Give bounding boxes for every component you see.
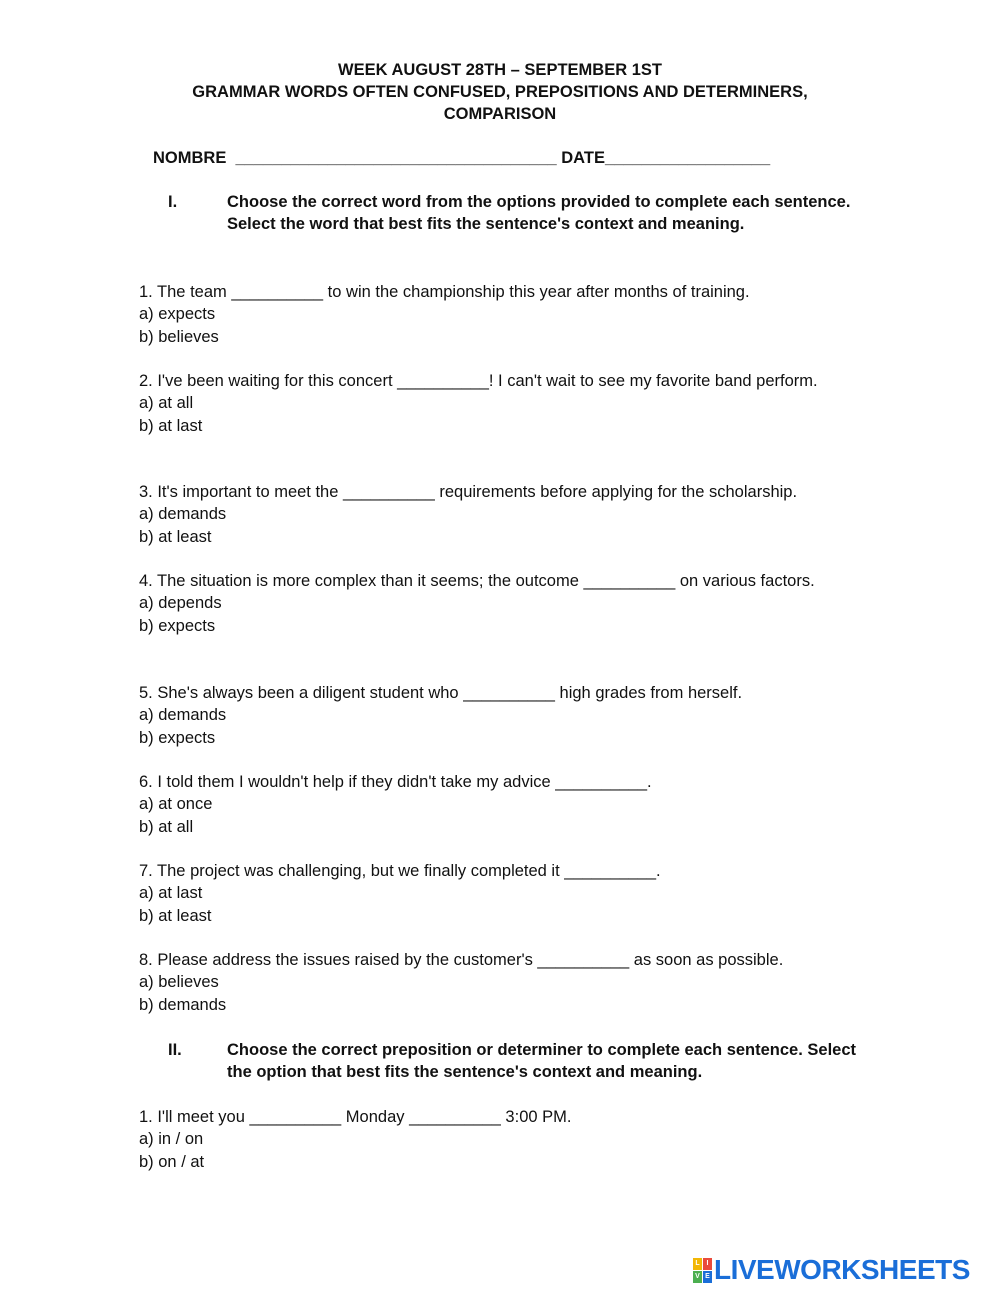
option-a[interactable]: a) expects — [139, 305, 216, 324]
option-a[interactable]: a) at last — [139, 884, 203, 903]
question-1-7 — [139, 860, 869, 927]
option-b[interactable]: b) at least — [139, 906, 212, 925]
question-text: 6. I told them I wouldn't help if they didn't take my advice __________. — [139, 773, 652, 791]
option-a[interactable]: a) depends — [139, 594, 222, 613]
option-b[interactable]: b) believes — [139, 327, 219, 346]
section-2-instruction — [168, 1039, 868, 1084]
logo-text: LIVEWORKSHEETS — [714, 1254, 970, 1285]
question-text: 8. Please address the issues raised by the customer's __________ as soon as possible. — [139, 951, 784, 969]
option-a[interactable]: a) demands — [139, 505, 227, 524]
question-1-2 — [139, 370, 869, 437]
question-text: 4. The situation is more complex than it seems; the outcome __________ on various factors. — [139, 572, 815, 590]
logo-block: L — [693, 1258, 702, 1270]
question-text: 1. The team __________ to win the championship this year after months of training. — [139, 283, 750, 301]
option-b[interactable]: b) expects — [139, 616, 216, 635]
option-b[interactable]: b) at last — [139, 416, 203, 435]
logo-blocks-icon — [693, 1258, 712, 1283]
name-date-field[interactable]: NOMBRE ___________________________________ DATE__________________ — [153, 149, 771, 167]
logo-block: I — [703, 1258, 712, 1270]
question-text: 5. She's always been a diligent student who __________ high grades from herself. — [139, 684, 743, 702]
question-text: 2. I've been waiting for this concert __________! I can't wait to see my favorite band perform. — [139, 372, 818, 390]
question-text: 7. The project was challenging, but we finally completed it __________. — [139, 862, 661, 880]
question-1-6 — [139, 771, 869, 838]
option-a[interactable]: a) in / on — [139, 1130, 204, 1149]
header-topic: GRAMMAR WORDS OFTEN CONFUSED, PREPOSITIONS AND DETERMINERS, — [192, 83, 808, 101]
question-text: 3. It's important to meet the __________ requirements before applying for the scholarship. — [139, 483, 798, 501]
option-a[interactable]: a) at all — [139, 394, 194, 413]
question-1-4 — [139, 570, 869, 637]
worksheet-header — [0, 59, 1000, 125]
option-a[interactable]: a) believes — [139, 973, 219, 992]
section-instruction-text: Choose the correct word from the options provided to complete each sentence. Select the word that best fits the sentence's context and meaning. — [227, 193, 851, 234]
section-instruction-text: Choose the correct preposition or determiner to complete each sentence. Select the option that best fits the sentence's context and meaning. — [227, 1041, 857, 1082]
header-week: WEEK AUGUST 28TH – SEPTEMBER 1ST — [338, 61, 662, 79]
option-b[interactable]: b) at all — [139, 817, 194, 836]
question-2-1 — [139, 1106, 869, 1173]
header-topic-continued: COMPARISON — [443, 105, 557, 123]
option-b[interactable]: b) demands — [139, 995, 227, 1014]
option-b[interactable]: b) expects — [139, 728, 216, 747]
option-a[interactable]: a) demands — [139, 706, 227, 725]
logo-block: V — [693, 1271, 702, 1283]
question-1-5 — [139, 682, 869, 749]
logo-block: E — [703, 1271, 712, 1283]
question-1-3 — [139, 481, 869, 548]
option-a[interactable]: a) at once — [139, 795, 213, 814]
section-1-instruction — [168, 191, 868, 236]
question-1-8 — [139, 949, 869, 1016]
question-text: 1. I'll meet you __________ Monday __________ 3:00 PM. — [139, 1108, 572, 1126]
section-number: I. — [168, 193, 178, 211]
option-b[interactable]: b) at least — [139, 527, 212, 546]
section-number: II. — [168, 1041, 182, 1059]
liveworksheets-logo — [693, 1255, 970, 1285]
question-1-1 — [139, 281, 869, 348]
option-b[interactable]: b) on / at — [139, 1152, 205, 1171]
